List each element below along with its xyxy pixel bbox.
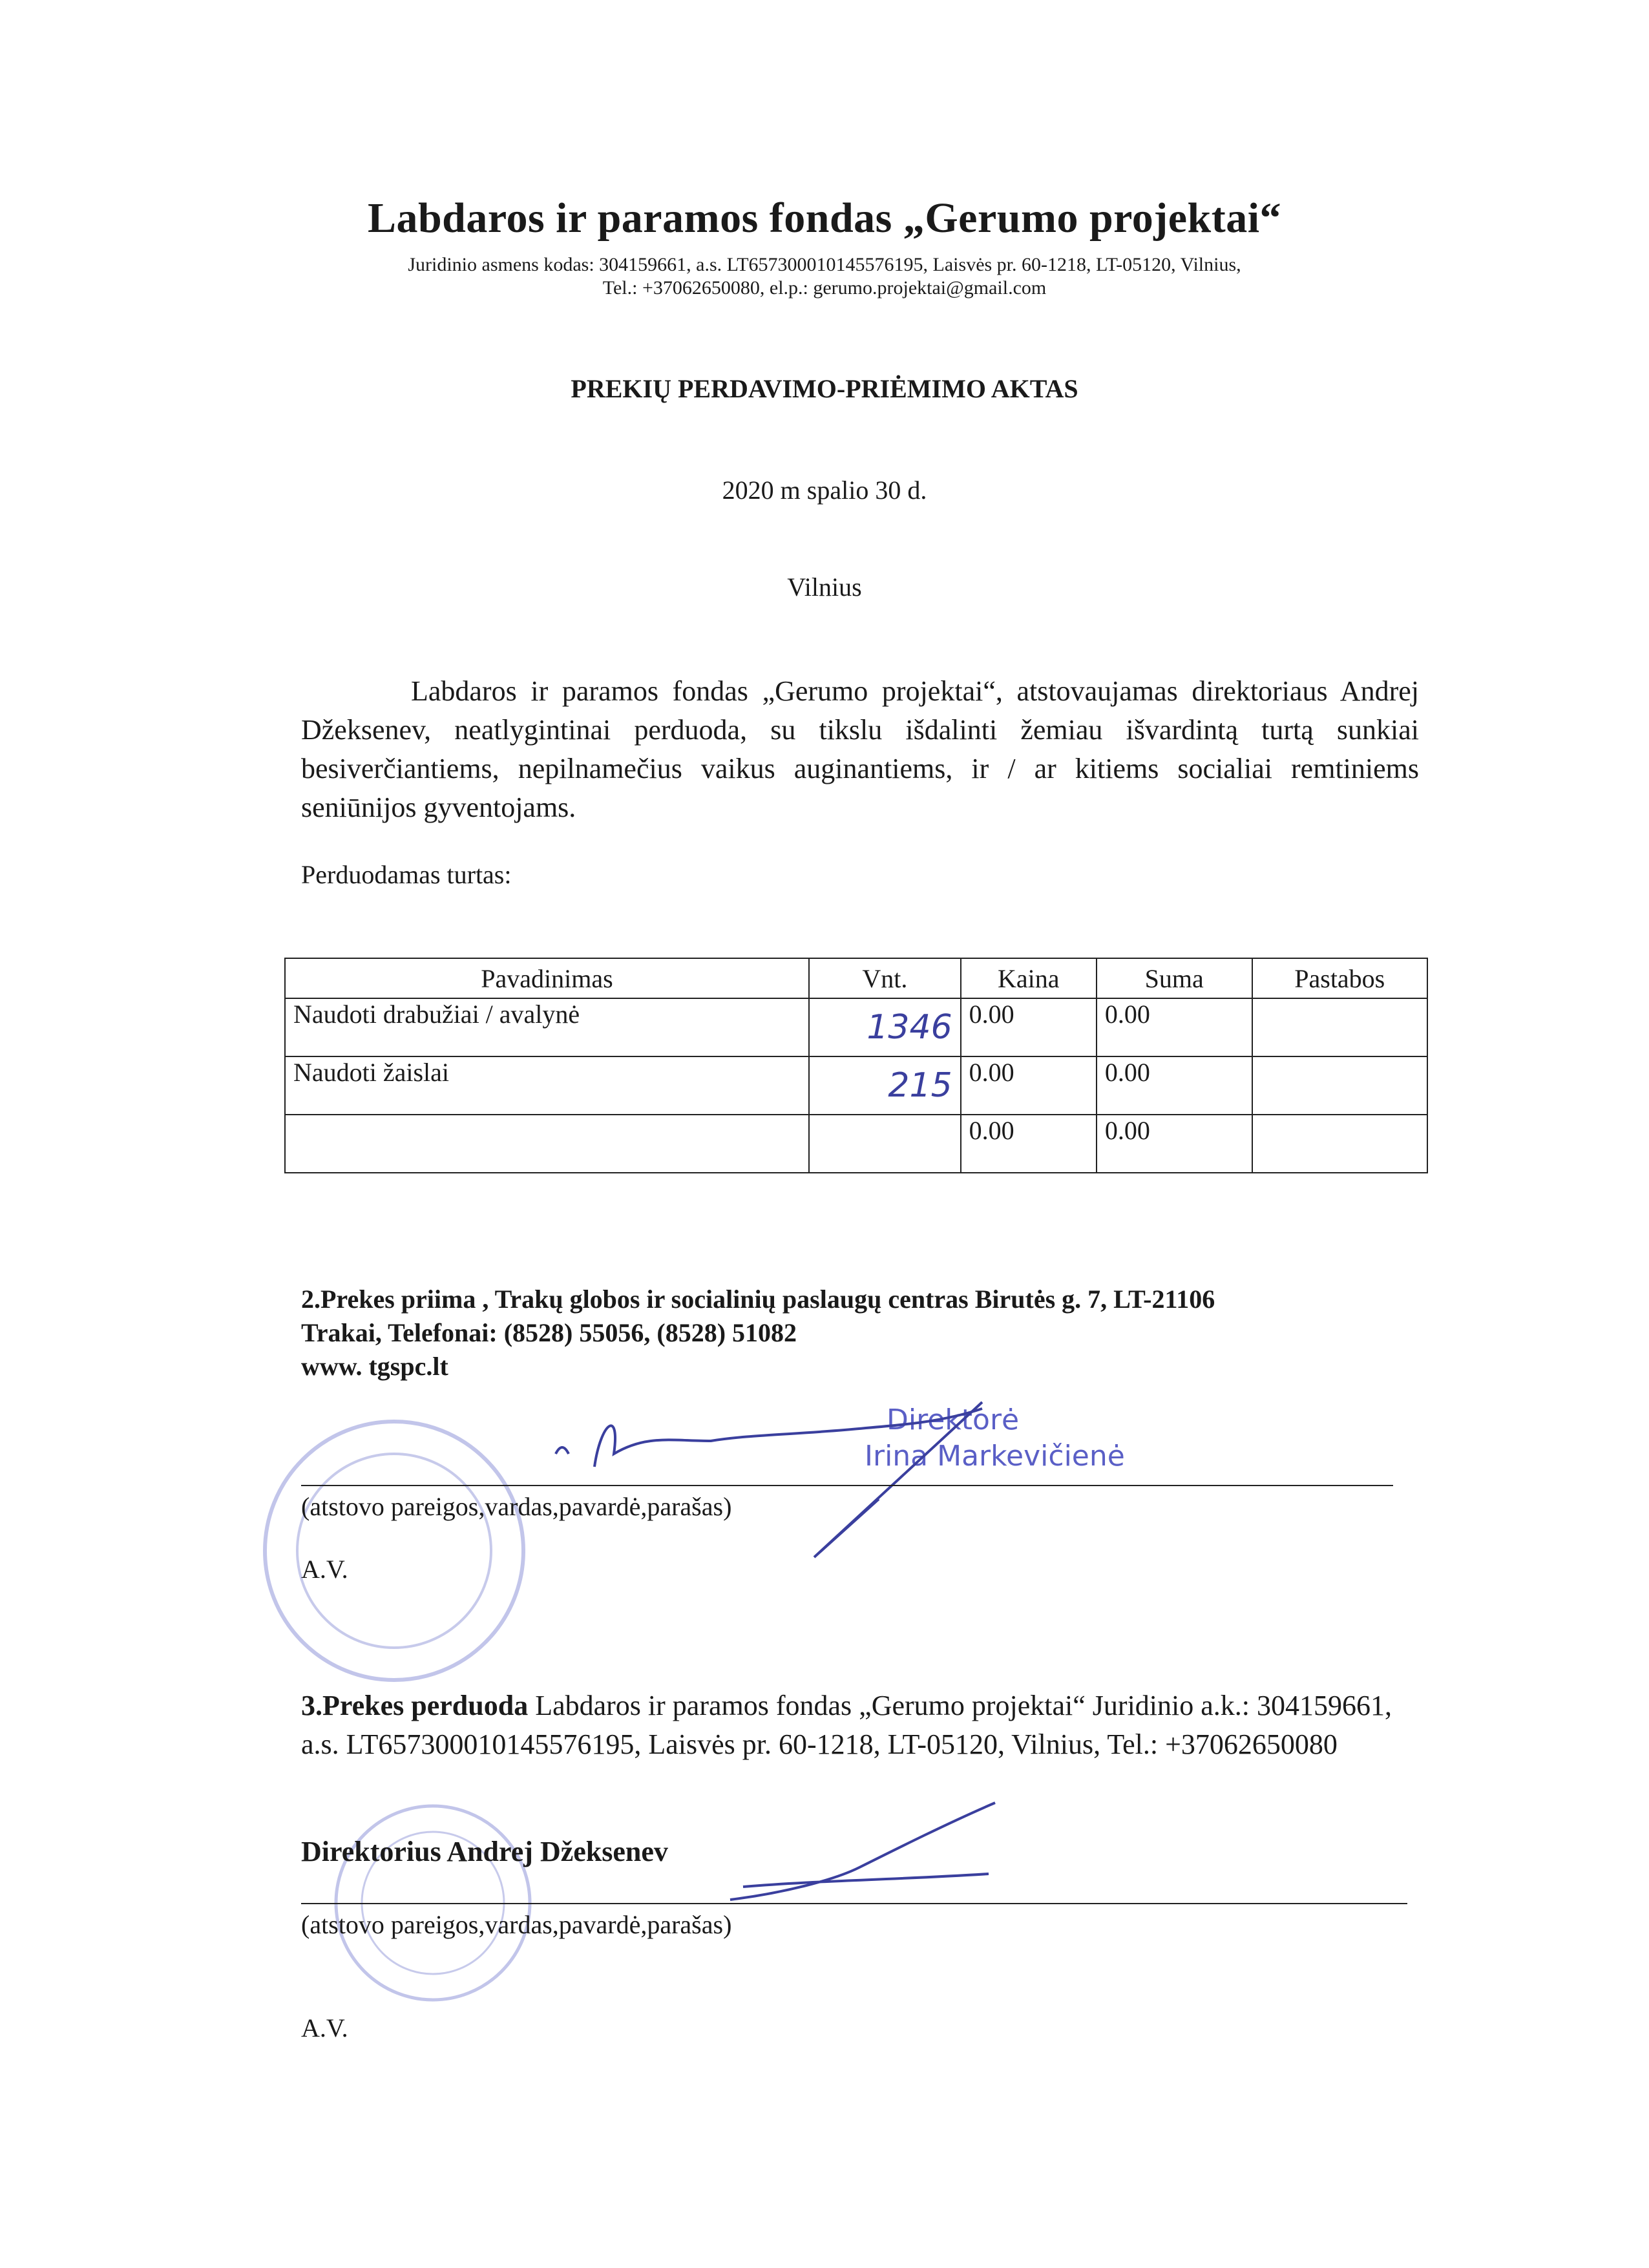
cell-price: 0.00: [961, 1056, 1097, 1115]
table-row: [285, 1115, 1427, 1173]
document-date: 2020 m spalio 30 d.: [722, 476, 927, 505]
items-table: [284, 958, 1428, 1173]
receiver-signature-icon: [543, 1396, 1008, 1583]
giver-signature-line: [301, 1903, 1407, 1904]
receiver-block: [301, 1283, 1419, 1383]
handwritten-qty: 1346: [867, 1008, 952, 1047]
receiver-line-1: 2.Prekes priima , Trakų globos ir socialinių paslaugų centras Birutės g. 7, LT-21106: [301, 1285, 1215, 1314]
cell-name: Naudoti drabužiai / avalynė: [285, 998, 809, 1056]
receiver-stamp-title: Direktorė: [887, 1403, 1020, 1436]
intro-paragraph: Labdaros ir paramos fondas „Gerumo projektai“, atstovaujamas direktoriaus Andrej Džeksenev, neatlygintinai perduoda, su tikslu išdalinti žemiau išvardintą turtą sunkiai besiverčiantiems, nepilnamečius vaikus auginantiems, ir / ar kitiems socialiai remtiniems seniūnijos gyventojams.: [301, 675, 1419, 823]
table-header-row: [285, 958, 1427, 998]
giver-signature-icon: [704, 1796, 1014, 1913]
header-price: Kaina: [961, 958, 1097, 998]
cell-price: 0.00: [961, 998, 1097, 1056]
giver-lead: 3.Prekes perduoda: [301, 1690, 529, 1721]
cell-name: Naudoti žaislai: [285, 1056, 809, 1115]
organization-title: Labdaros ir paramos fondas „Gerumo projektai“: [367, 194, 1282, 242]
cell-qty: [809, 1115, 961, 1173]
handwritten-qty: 215: [888, 1066, 952, 1105]
receiver-signature-caption: (atstovo pareigos,vardas,pavardė,parašas): [301, 1492, 732, 1521]
organization-details-line-2: Tel.: +37062650080, el.p.: gerumo.projektai@gmail.com: [602, 277, 1047, 299]
cell-qty: [809, 1056, 961, 1115]
header-sum: Suma: [1097, 958, 1252, 998]
cell-name: [285, 1115, 809, 1173]
cell-qty: [809, 998, 961, 1056]
cell-note: [1252, 1056, 1427, 1115]
header-qty: Vnt.: [809, 958, 961, 998]
giver-director: Direktorius Andrej Džeksenev: [301, 1836, 668, 1867]
receiver-av: A.V.: [301, 1555, 348, 1584]
table-row: [285, 1056, 1427, 1115]
cell-sum: 0.00: [1097, 1115, 1252, 1173]
receiver-signature-line: [301, 1485, 1393, 1486]
cell-sum: 0.00: [1097, 1056, 1252, 1115]
organization-details-line-1: Juridinio asmens kodas: 304159661, a.s. LT657300010145576195, Laisvės pr. 60-1218, LT-05120, Vilnius,: [408, 254, 1241, 275]
cell-note: [1252, 1115, 1427, 1173]
cell-note: [1252, 998, 1427, 1056]
receiver-stamp-name: Irina Markevičienė: [865, 1440, 1125, 1473]
receiver-stamp-icon: [252, 1409, 536, 1693]
cell-price: 0.00: [961, 1115, 1097, 1173]
assets-label: Perduodamas turtas:: [301, 860, 512, 889]
giver-text: Labdaros ir paramos fondas „Gerumo projektai“ Juridinio a.k.: 304159661, a.s. LT657300010145576195, Laisvės pr. 60-1218, LT-05120, Vilnius, Tel.: +37062650080: [301, 1690, 1392, 1760]
receiver-line-2: Trakai, Telefonai: (8528) 55056, (8528) 51082: [301, 1318, 797, 1347]
header-name: Pavadinimas: [285, 958, 809, 998]
cell-sum: 0.00: [1097, 998, 1252, 1056]
giver-signature-caption: (atstovo pareigos,vardas,pavardė,parašas): [301, 1910, 732, 1939]
document-city: Vilnius: [787, 572, 862, 602]
receiver-line-3: www. tgspc.lt: [301, 1352, 448, 1381]
header-note: Pastabos: [1252, 958, 1427, 998]
document-title: PREKIŲ PERDAVIMO-PRIĖMIMO AKTAS: [571, 374, 1078, 403]
giver-av: A.V.: [301, 2013, 348, 2042]
table-row: [285, 998, 1427, 1056]
giver-paragraph: [301, 1686, 1419, 1764]
